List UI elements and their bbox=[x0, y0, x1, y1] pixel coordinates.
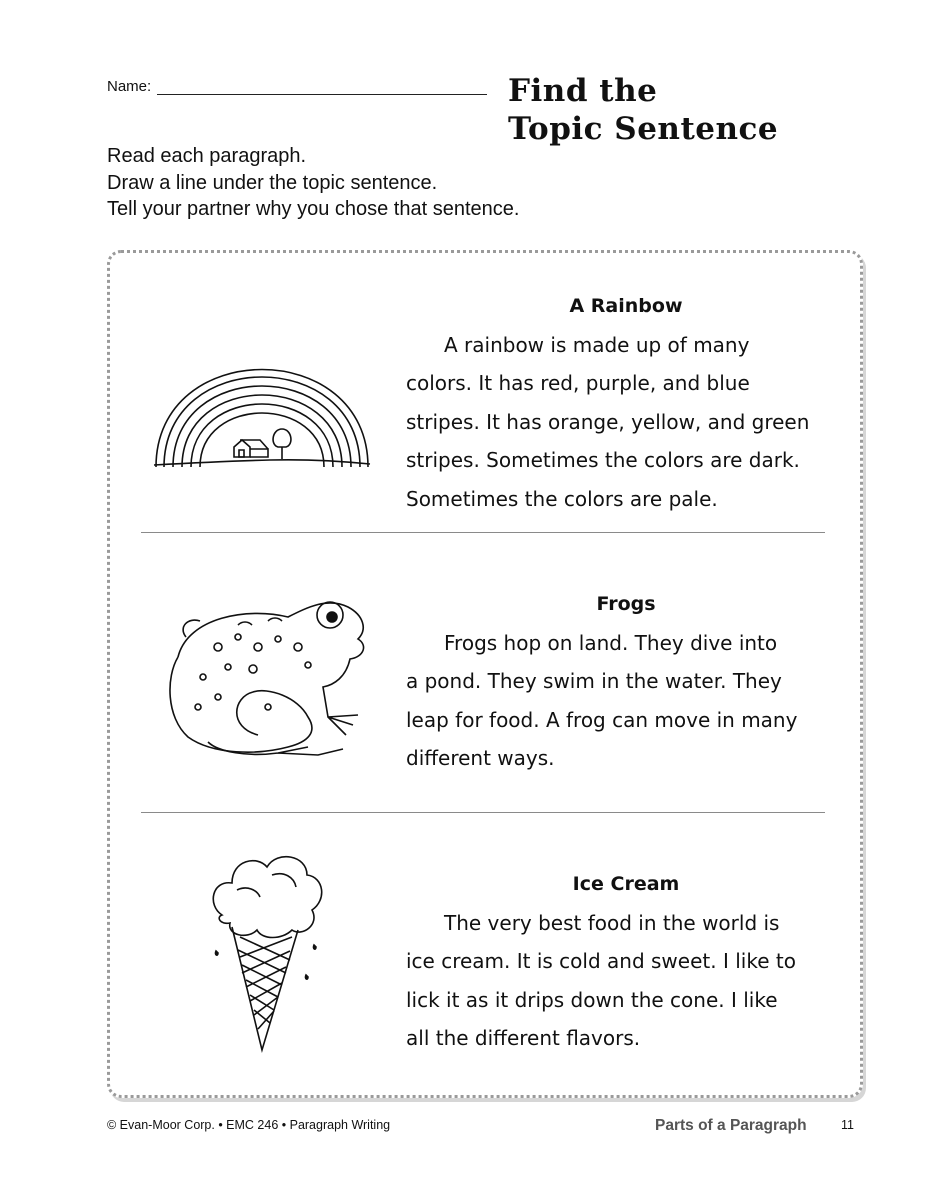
paragraph-line[interactable]: colors. It has red, purple, and blue bbox=[406, 371, 750, 395]
section-divider bbox=[141, 532, 825, 533]
paragraph-line[interactable]: stripes. Sometimes the colors are dark. bbox=[406, 448, 800, 472]
paragraph-line[interactable]: ice cream. It is cold and sweet. I like to bbox=[406, 949, 796, 973]
instruction-2: Draw a line under the topic sentence. bbox=[107, 171, 438, 194]
paragraph-line[interactable]: different ways. bbox=[406, 746, 555, 770]
section-heading: Ice Cream bbox=[572, 873, 680, 895]
paragraph bbox=[406, 624, 836, 778]
paragraph-line[interactable]: A rainbow is made up of many bbox=[444, 332, 750, 357]
paragraph-line[interactable]: all the different flavors. bbox=[406, 1026, 641, 1050]
section-heading: A Rainbow bbox=[569, 295, 683, 317]
copyright-footer: © Evan-Moor Corp. • EMC 246 • Paragraph Writing bbox=[107, 1118, 391, 1132]
page-title bbox=[508, 72, 778, 148]
paragraph-block bbox=[406, 865, 836, 1058]
name-field[interactable] bbox=[107, 78, 487, 95]
paragraph bbox=[406, 326, 836, 519]
instruction-3: Tell your partner why you chose that sentence. bbox=[107, 198, 520, 220]
frog-icon bbox=[158, 577, 378, 762]
paragraph-line[interactable]: lick it as it drips down the cone. I like bbox=[406, 987, 778, 1012]
paragraph-block bbox=[406, 287, 836, 518]
name-line[interactable] bbox=[157, 80, 487, 95]
page-number: 11 bbox=[841, 1118, 854, 1132]
section-heading: Frogs bbox=[596, 593, 656, 615]
title-line-2: Topic Sentence bbox=[508, 111, 779, 147]
paragraph-line[interactable]: a pond. They swim in the water. They bbox=[406, 669, 782, 693]
paragraph-block bbox=[406, 585, 836, 778]
paragraph-line[interactable]: The very best food in the world is bbox=[444, 910, 780, 935]
section-divider bbox=[141, 812, 825, 813]
ice-cream-icon bbox=[202, 845, 332, 1060]
title-line-1: Find the bbox=[508, 73, 658, 109]
paragraph-line[interactable]: stripes. It has orange, yellow, and green bbox=[406, 409, 810, 434]
unit-title-footer: Parts of a Paragraph bbox=[655, 1117, 807, 1134]
name-label: Name: bbox=[107, 78, 152, 95]
paragraph-line[interactable]: Frogs hop on land. They dive into bbox=[444, 630, 778, 655]
paragraph-line[interactable]: leap for food. A frog can move in many bbox=[406, 707, 798, 732]
paragraph-line[interactable]: Sometimes the colors are pale. bbox=[406, 486, 718, 511]
worksheet-frame bbox=[107, 250, 863, 1098]
instruction-1: Read each paragraph. bbox=[107, 145, 307, 167]
rainbow-icon bbox=[150, 317, 375, 477]
paragraph bbox=[406, 904, 836, 1058]
instructions bbox=[107, 143, 519, 223]
